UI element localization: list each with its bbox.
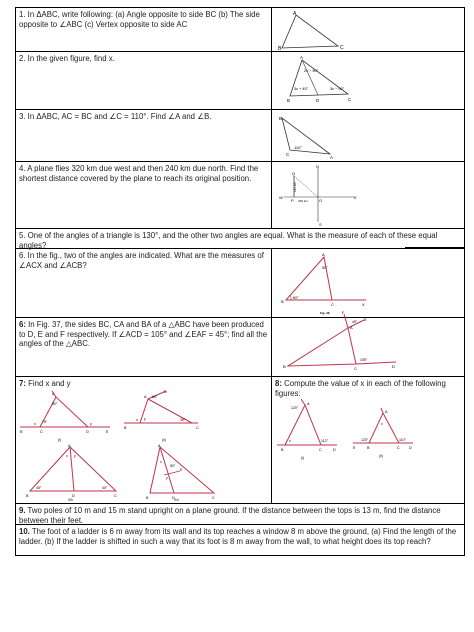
angle-acd: 105°: [360, 358, 368, 362]
worksheet-table: [15, 7, 465, 556]
question-5-text: 5. One of the angles of a triangle is 130°, and the other two angles are equal. What is the measure of each of these equal angles?: [19, 231, 438, 250]
label-c: C: [40, 430, 43, 434]
angle-120: 120°: [291, 406, 299, 410]
label-c: C: [340, 45, 344, 50]
question-row-10: [16, 525, 464, 556]
angle-eaf: 45°: [352, 320, 358, 324]
question-number: 6:: [19, 320, 26, 329]
label-x: X: [362, 302, 365, 307]
question-row-4: [16, 162, 464, 229]
label-e: E: [364, 317, 367, 322]
label-b: B: [279, 116, 283, 121]
label-d: D: [172, 496, 175, 500]
question-row-6: [16, 249, 464, 318]
question-number: 8:: [275, 379, 282, 388]
angle-x: x: [34, 422, 36, 426]
figure-produced-sides: [278, 310, 398, 374]
label-c: C: [212, 496, 215, 500]
question-2-text: 2. In the given figure, find x.: [19, 54, 115, 63]
label-b: B: [367, 446, 370, 450]
angle-x: x: [66, 454, 68, 458]
label-c: C: [319, 448, 322, 452]
question-10-text: [19, 527, 461, 546]
label-a: A: [293, 11, 297, 17]
question-row-2: [16, 52, 464, 110]
figure-triangle-abc: [278, 10, 358, 50]
angle-base: 60°: [293, 296, 299, 300]
angle-y: y: [144, 417, 146, 421]
angle-y: y: [166, 476, 168, 480]
label-b: B: [26, 494, 29, 498]
angle-80: 80°: [52, 402, 58, 406]
label-a: A: [307, 402, 310, 406]
label-e: E: [180, 468, 183, 472]
label-b: B: [146, 496, 149, 500]
label-c: C: [348, 97, 352, 102]
figure-triangle-x: [278, 54, 358, 106]
stray-rule: [405, 317, 464, 318]
label-b: B: [20, 430, 23, 434]
angle-40: 40°: [102, 486, 108, 490]
question-6b-text: [19, 320, 269, 349]
label-a: A: [385, 410, 388, 414]
angle-x: x: [136, 418, 138, 422]
stray-rule: [405, 247, 464, 248]
angle-30: 30°: [180, 418, 186, 422]
question-row-1: [16, 8, 464, 52]
angle-x: x: [381, 422, 383, 426]
question-row-3: [16, 110, 464, 162]
label-b: B: [287, 98, 291, 103]
label-a: A: [158, 444, 161, 448]
question-3-text: 3. In ΔABC, AC = BC and ∠C = 110°. Find ∠A and ∠B.: [19, 112, 212, 121]
column-divider: [271, 377, 272, 503]
label-a: A: [144, 395, 147, 399]
figure-caption: (i): [301, 456, 305, 460]
question-number: 10.: [19, 527, 30, 536]
question-body: Compute the value of x in each of the following figures:: [275, 379, 446, 398]
label-c: C: [397, 446, 400, 450]
column-divider: [271, 8, 272, 51]
figure-7-iii: [18, 443, 122, 501]
label-c: C: [196, 426, 199, 430]
label-c: C: [331, 302, 334, 307]
label-e: E: [353, 446, 356, 450]
label-c: C: [354, 366, 357, 371]
question-row-9: [16, 504, 464, 525]
figure-exterior-angle: [278, 251, 368, 315]
label-s: S: [319, 222, 322, 226]
figure-caption: (ii): [162, 438, 166, 442]
column-divider: [271, 162, 272, 228]
label-b: B: [281, 299, 284, 304]
label-apex: A: [300, 55, 304, 60]
question-body: In Fig. 37, the sides BC, CA and BA of a △ABC have been produced to D, E and F respectively. If ∠ACD = 105° and ∠EAF = 45°; find all the angles of the △ABC.: [19, 320, 268, 348]
label-a: A: [350, 325, 353, 330]
angle-110: 110°: [399, 438, 406, 442]
column-divider: [271, 52, 272, 109]
label-e: E: [106, 430, 109, 434]
figure-7-iv: [140, 443, 220, 501]
angle-right: 3x − 90°: [330, 87, 345, 91]
angle-y: y: [90, 422, 92, 426]
column-divider: [271, 249, 272, 317]
angle-top: 50°: [322, 266, 328, 270]
label-a: A: [68, 444, 71, 448]
label-c: C: [286, 152, 290, 157]
question-6-text: 6. In the fig., two of the angles are indicated. What are the measures of ∠ACX and ∠ACB?: [19, 251, 264, 270]
label-a: A: [322, 252, 325, 257]
question-1-text: 1. In ΔABC, write following: (a) Angle opposite to side BC (b) The side opposite to ∠ABC (c) Vertex opposite to side AC: [19, 10, 260, 29]
label-d: D: [86, 430, 89, 434]
angle-112: 112°: [321, 439, 328, 443]
figure-8-ii: [351, 407, 415, 471]
angle-75: 75°: [42, 420, 48, 424]
label-c: C: [114, 494, 117, 498]
question-8-text: [275, 379, 461, 398]
label-w: W: [279, 195, 283, 200]
label-f: F: [342, 310, 345, 315]
label-d: D: [164, 390, 167, 394]
label-b: B: [281, 448, 284, 452]
angle-120: 120°: [361, 438, 369, 442]
figure-caption: (iv): [174, 498, 179, 501]
question-number: 9.: [19, 506, 26, 515]
label-a: A: [52, 392, 55, 396]
question-row-7-8: [16, 377, 464, 504]
angle-x: x: [289, 439, 291, 443]
question-body: Two poles of 10 m and 15 m stand upright on a plane ground. If the distance between the tops is 13 m, find the distance between their feet.: [19, 506, 441, 525]
question-9-text: [19, 506, 461, 525]
angle-x: x: [160, 460, 162, 464]
label-d: D: [333, 448, 336, 452]
angle-50: 50°: [170, 464, 176, 468]
figure-caption: (iii): [68, 498, 73, 501]
label-d: D: [409, 446, 412, 450]
angle-top: 2x − 90°: [304, 69, 319, 73]
label-d: D: [316, 98, 320, 103]
angle-60: 60°: [152, 395, 158, 399]
figure-caption: Fig. 36: [320, 311, 330, 315]
figure-isosceles: [278, 112, 338, 160]
column-divider: [271, 318, 272, 376]
question-row-5: [16, 229, 464, 249]
question-body: Find x and y: [28, 379, 71, 388]
question-number: 7:: [19, 379, 26, 388]
label-o: O: [319, 198, 323, 203]
question-4-text: 4. A plane flies 320 km due west and then 240 km due north. Find the shortest distance covered by the plane to reach its original position.: [19, 164, 259, 183]
label-b: B: [124, 426, 127, 430]
figure-caption: (i): [58, 438, 62, 442]
label-a: A: [330, 155, 334, 160]
question-7-text: [19, 379, 71, 389]
label-north-distance: 240 km: [293, 182, 297, 192]
column-divider: [271, 110, 272, 161]
angle-left: 3x + 45°: [294, 87, 309, 91]
question-body: The foot of a ladder is 6 m away from its wall and its top reaches a window 8 m above the ground, (a) Find the length of the ladder. (b) If the ladder is shifted in such a way that its foot is 8 m away from the wall, to what height does its top reach?: [19, 527, 457, 546]
label-p: P: [291, 198, 294, 203]
figure-7-ii: [122, 389, 216, 443]
label-e: E: [354, 195, 357, 200]
figure-7-i: [18, 389, 112, 443]
label-q: Q: [292, 171, 296, 176]
angle-45: 45°: [36, 486, 42, 490]
label-n: N: [316, 164, 319, 169]
label-d: D: [392, 364, 395, 369]
label-west-distance: 320 km: [298, 199, 308, 203]
label-b: B: [283, 364, 286, 369]
figure-caption: (ii): [379, 454, 383, 458]
figure-compass: [278, 164, 358, 226]
figure-8-i: [275, 397, 339, 479]
angle-c: 110°: [294, 145, 302, 150]
angle-y: y: [74, 454, 76, 458]
label-d: D: [72, 494, 75, 498]
label-b: B: [278, 46, 282, 50]
